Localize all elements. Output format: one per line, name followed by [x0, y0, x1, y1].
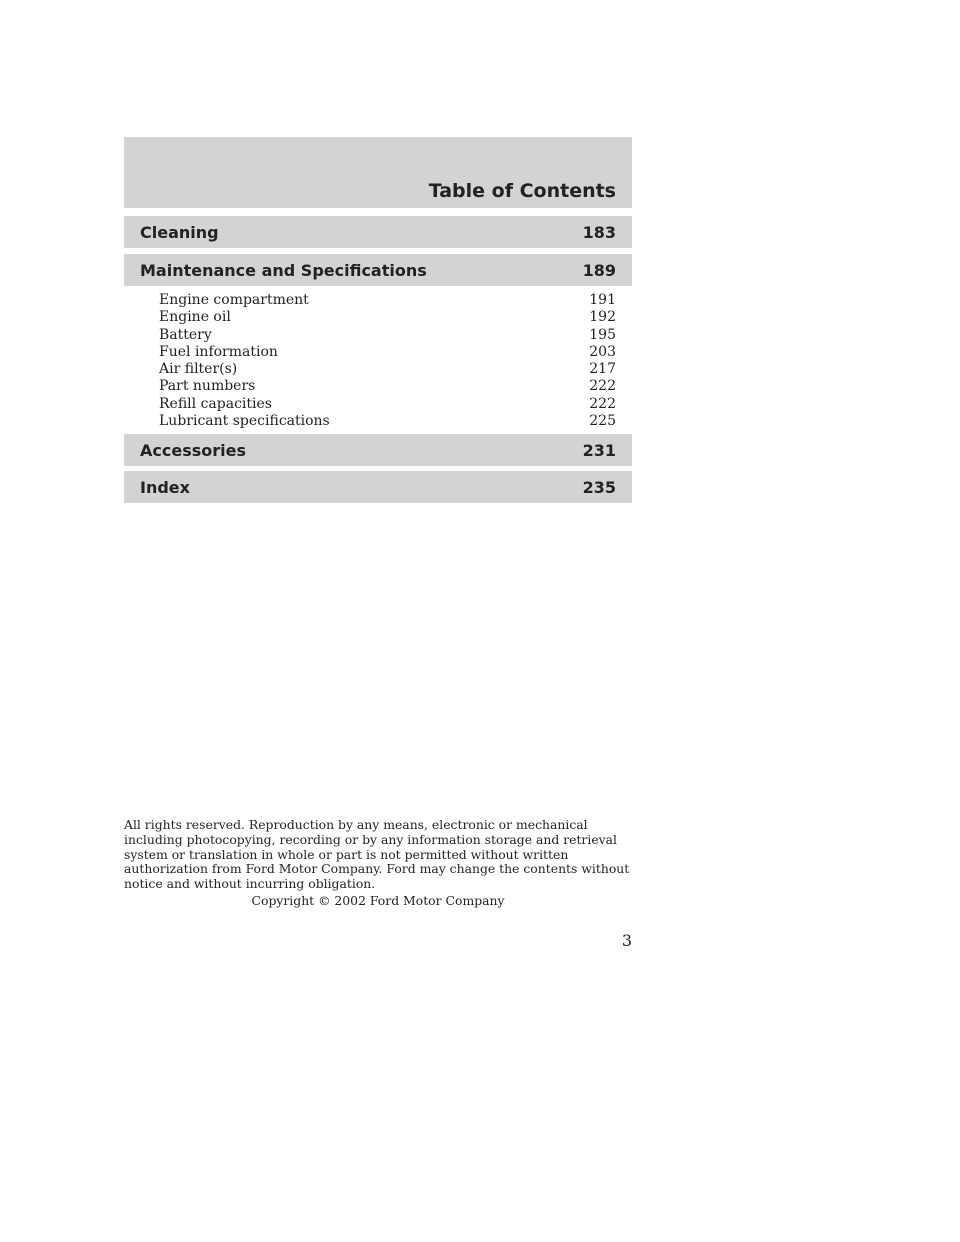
section-page: 189 [582, 261, 616, 280]
toc-subentry[interactable] [159, 413, 616, 430]
maintenance-subentries [159, 292, 616, 430]
subentry-label: Battery [159, 326, 212, 343]
toc-subentry[interactable] [159, 292, 616, 309]
toc-subentry[interactable] [159, 327, 616, 344]
subentry-page: 222 [589, 378, 616, 395]
toc-subentry[interactable] [159, 361, 616, 378]
rights-notice: All rights reserved. Reproduction by any means, electronic or mechanical including photocopying, recording or by any information storage and retrieval system or translation in whole or part is not permitted without written authorization from Ford Motor Company. Ford may change the contents without notice and without incurring obligation. [124, 817, 630, 892]
subentry-label: Lubricant specifications [159, 413, 330, 430]
toc-section-accessories[interactable] [124, 434, 632, 466]
toc-section-cleaning[interactable] [124, 216, 632, 248]
subentry-label: Fuel information [159, 343, 278, 360]
copyright-line: Copyright © 2002 Ford Motor Company [251, 893, 505, 908]
subentry-label: Engine compartment [159, 292, 309, 308]
toc-subentry[interactable] [159, 378, 616, 395]
subentry-page: 222 [589, 395, 616, 412]
subentry-page: 195 [589, 326, 616, 343]
section-label: Maintenance and Specifications [140, 261, 427, 280]
toc-header [124, 137, 632, 208]
toc-section-maintenance[interactable] [124, 254, 632, 286]
toc-subentry[interactable] [159, 344, 616, 361]
subentry-page: 191 [589, 292, 616, 308]
subentry-page: 217 [589, 361, 616, 378]
subentry-page: 225 [589, 413, 616, 430]
page-number: 3 [621, 931, 632, 950]
subentry-label: Engine oil [159, 309, 231, 326]
subentry-page: 203 [589, 343, 616, 360]
page-title: Table of Contents [428, 180, 616, 202]
section-label: Accessories [140, 441, 246, 460]
section-label: Cleaning [140, 223, 219, 242]
toc-subentry[interactable] [159, 309, 616, 326]
subentry-page: 192 [589, 309, 616, 326]
subentry-label: Part numbers [159, 378, 256, 395]
section-page: 183 [582, 223, 616, 242]
toc-subentry[interactable] [159, 396, 616, 413]
section-page: 235 [582, 478, 616, 497]
subentry-label: Air filter(s) [159, 361, 238, 378]
section-label: Index [140, 478, 190, 497]
toc-section-index[interactable] [124, 471, 632, 503]
section-page: 231 [582, 441, 616, 460]
subentry-label: Refill capacities [159, 395, 272, 412]
